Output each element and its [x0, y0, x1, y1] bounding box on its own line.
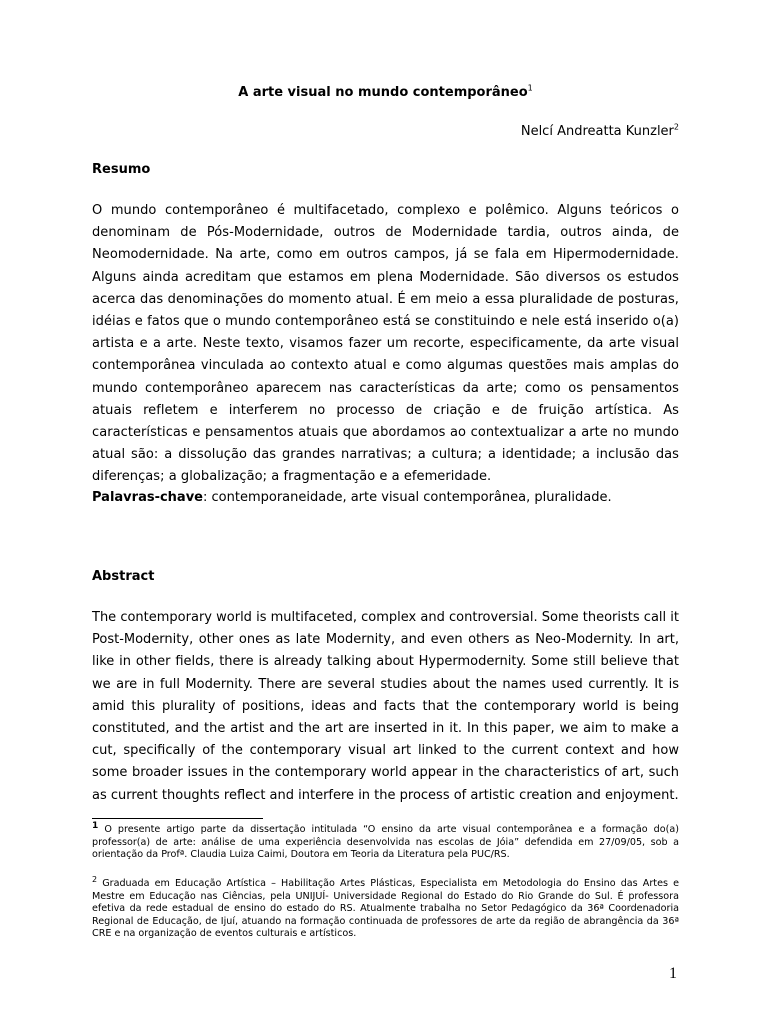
- resumo-heading: Resumo: [92, 162, 151, 177]
- resumo-paragraph: O mundo contemporâneo é multifacetado, complexo e polêmico. Alguns teóricos o denominam de Pós-Modernidade, outros de Modernidade tardia, outros ainda, de Neomodernidade. Na arte, como em outros campos, já se fala em Hipermodernidade. Alguns ainda acreditam que estamos em plena Modernidade. São diversos os estudos acerca das denominações do momento atual. É em meio a essa pluralidade de posturas, idéias e fatos que o mundo contemporâneo está se constituindo e nele está inserido o(a) artista e a arte. Neste texto, visamos fazer um recorte, especificamente, da arte visual contemporânea vinculada ao contexto atual e como algumas questões mais amplas do mundo contemporâneo aparecem nas características da arte; como os pensamentos atuais refletem e interferem no processo de criação e de fruição artística. As características e pensamentos atuais que abordamos ao contextualizar a arte no mundo atual são: a dissolução das grandes narrativas; a cultura; a identidade; a inclusão das diferenças; a globalização; a fragmentação e a efemeridade.: [92, 203, 679, 485]
- author-name: [521, 124, 679, 139]
- author-footnote-mark: 2: [673, 122, 679, 132]
- keywords-line: [92, 487, 679, 509]
- article-title-text: A arte visual no mundo contemporâneo: [238, 85, 528, 100]
- footnote-2: [92, 874, 679, 941]
- article-title: [92, 85, 679, 100]
- footnote-1-text: O presente artigo parte da dissertação intitulada “O ensino da arte visual contemporânea e a formação do(a) professor(a) de arte: análise de uma experiência desenvolvida nas escolas de Jóia” defendida em 27/09/05, sob a orientação da Profª. Claudia Luiza Caimi, Doutora em Teoria da Literatura pela PUC/RS.: [92, 824, 679, 860]
- footnote-1: [92, 820, 679, 862]
- abstract-heading: Abstract: [92, 569, 155, 584]
- author-name-text: Nelcí Andreatta Kunzler: [520, 124, 674, 139]
- page-number: 1: [669, 965, 677, 982]
- footnote-2-text: Graduada em Educação Artística – Habilitação Artes Plásticas, Especialista em Metodologia do Ensino das Artes e Mestre em Educação nas Ciências, pela UNIJUÍ- Universidade Regional do Estado do Rio Grande do Sul. É professora efetiva da rede estadual de ensino do estado do RS. Atualmente trabalha no Setor Pedagógico da 36ª Coordenadoria Regional de Educação, de Ijuí, atuando na formação continuada de professores de arte da região de abrangência da 36ª CRE e na organização de eventos culturais e artísticos.: [92, 878, 679, 939]
- footnote-2-mark: 2: [92, 874, 98, 884]
- keywords-label: Palavras-chave: [92, 490, 203, 505]
- footnote-1-mark: 1: [92, 820, 99, 831]
- footnote-separator: [92, 818, 263, 819]
- abstract-paragraph: The contemporary world is multifaceted, complex and controversial. Some theorists call it Post-Modernity, other ones as late Modernity, and even others as Neo-Modernity. In art, like in other fields, there is already talking about Hypermodernity. Some still believe that we are in full Modernity. There are several studies about the names used currently. It is amid this plurality of positions, ideas and facts that the contemporary world is being constituted, and the artist and the art are inserted in it. In this paper, we aim to make a cut, specifically of the contemporary visual art linked to the current context and how some broader issues in the contemporary world appear in the characteristics of art, such as current thoughts reflect and interfere in the process of artistic creation and enjoyment.: [92, 610, 679, 803]
- title-footnote-mark: 1: [527, 83, 533, 93]
- keywords-text: : contemporaneidade, arte visual contemporânea, pluralidade.: [203, 490, 612, 505]
